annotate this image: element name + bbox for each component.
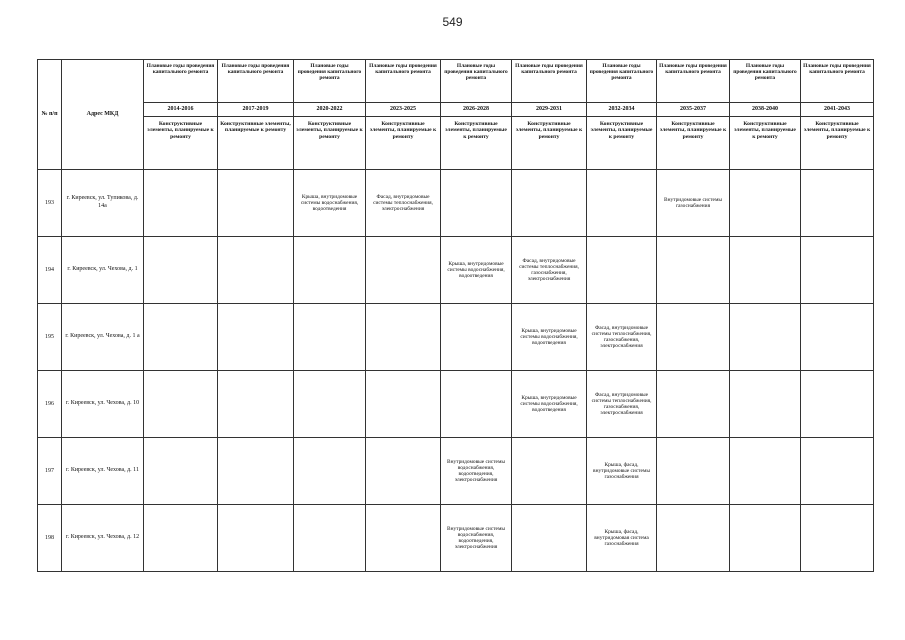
page-number: 549 <box>442 15 463 29</box>
work-cell <box>657 237 730 304</box>
column-header-number: № п/п <box>38 60 62 170</box>
table-row <box>38 505 874 572</box>
period-elements: Конструктивные элементы, планируемые к ремонту <box>294 117 366 170</box>
table-row <box>38 170 874 237</box>
row-number: 194 <box>38 237 62 304</box>
period-title: Плановые годы проведения капитального ремонта <box>441 60 512 103</box>
period-years: 2035-2037 <box>657 103 730 117</box>
work-cell <box>730 371 801 438</box>
period-elements: Конструктивные элементы, планируемые к ремонту <box>730 117 801 170</box>
table-row <box>38 237 874 304</box>
work-cell <box>512 170 587 237</box>
work-cell <box>512 505 587 572</box>
period-years: 2017-2019 <box>218 103 294 117</box>
period-elements: Конструктивные элементы, планируемые к ремонту <box>218 117 294 170</box>
work-cell: Крыша, внутридомовые системы водоснабжения, водоотведения <box>512 304 587 371</box>
period-years: 2014-2016 <box>144 103 218 117</box>
work-cell: Внутридомовые системы газоснабжения <box>657 170 730 237</box>
row-number: 195 <box>38 304 62 371</box>
work-cell: Крыша, внутридомовые системы водоснабжения, водоотведения <box>441 237 512 304</box>
work-cell <box>218 505 294 572</box>
period-years: 2026-2028 <box>441 103 512 117</box>
period-years: 2032-2034 <box>587 103 657 117</box>
work-cell <box>512 438 587 505</box>
work-cell <box>218 304 294 371</box>
row-number: 193 <box>38 170 62 237</box>
work-cell <box>366 371 441 438</box>
period-elements: Конструктивные элементы, планируемые к ремонту <box>441 117 512 170</box>
row-address: г. Киреевск, ул. Тупикова, д. 14а <box>62 170 144 237</box>
work-cell <box>730 304 801 371</box>
row-number: 196 <box>38 371 62 438</box>
period-years: 2020-2022 <box>294 103 366 117</box>
work-cell <box>144 237 218 304</box>
period-title: Плановые годы проведения капитального ремонта <box>218 60 294 103</box>
work-cell <box>366 304 441 371</box>
work-cell: Внутридомовые системы водоснабжения, водоотведения, электроснабжения <box>441 438 512 505</box>
work-cell <box>218 371 294 438</box>
work-cell <box>294 438 366 505</box>
period-elements: Конструктивные элементы, планируемые к ремонту <box>587 117 657 170</box>
work-cell <box>730 237 801 304</box>
work-cell <box>144 505 218 572</box>
work-cell <box>294 505 366 572</box>
period-years: 2023-2025 <box>366 103 441 117</box>
period-title: Плановые годы проведения капитального ремонта <box>730 60 801 103</box>
work-cell <box>144 438 218 505</box>
period-title: Плановые годы проведения капитального ремонта <box>366 60 441 103</box>
table-row <box>38 438 874 505</box>
work-cell <box>730 170 801 237</box>
period-title: Плановые годы проведения капитального ремонта <box>512 60 587 103</box>
header-row-elements <box>38 117 874 170</box>
work-cell <box>801 438 874 505</box>
row-address: г. Киреевск, ул. Чехова, д. 1 а <box>62 304 144 371</box>
work-cell <box>801 371 874 438</box>
work-cell <box>801 237 874 304</box>
work-cell <box>366 237 441 304</box>
period-elements: Конструктивные элементы, планируемые к ремонту <box>366 117 441 170</box>
work-cell <box>218 438 294 505</box>
work-cell <box>801 304 874 371</box>
table-row <box>38 304 874 371</box>
work-cell <box>218 237 294 304</box>
period-title: Плановые годы проведения капитального ремонта <box>657 60 730 103</box>
work-cell <box>144 371 218 438</box>
row-address: г. Киреевск, ул. Чехова, д. 10 <box>62 371 144 438</box>
row-address: г. Киреевск, ул. Чехова, д. 1 <box>62 237 144 304</box>
work-cell: Крыша, внутридомовые системы водоснабжения, водоотведения <box>512 371 587 438</box>
work-cell <box>657 304 730 371</box>
work-cell <box>730 438 801 505</box>
work-cell: Фасад, внутридомовые системы теплоснабжения, газоснабжения, электроснабжения <box>587 371 657 438</box>
work-cell: Фасад, внутридомовые системы теплоснабжения, газоснабжения, электроснабжения <box>512 237 587 304</box>
work-cell: Крыша, фасад, внутридомовые системы газоснабжения <box>587 438 657 505</box>
work-cell <box>657 505 730 572</box>
period-elements: Конструктивные элементы, планируемые к ремонту <box>512 117 587 170</box>
period-elements: Конструктивные элементы, планируемые к ремонту <box>144 117 218 170</box>
work-cell: Крыша, внутридомовые системы водоснабжения, водоотведения <box>294 170 366 237</box>
period-elements: Конструктивные элементы, планируемые к ремонту <box>801 117 874 170</box>
work-cell <box>294 371 366 438</box>
work-cell <box>657 371 730 438</box>
work-cell <box>587 170 657 237</box>
period-years: 2038-2040 <box>730 103 801 117</box>
work-cell <box>218 170 294 237</box>
work-cell <box>587 237 657 304</box>
work-cell <box>294 237 366 304</box>
period-years: 2041-2043 <box>801 103 874 117</box>
table-row <box>38 371 874 438</box>
row-address: г. Киреевск, ул. Чехова, д. 11 <box>62 438 144 505</box>
work-cell <box>801 505 874 572</box>
work-cell <box>366 505 441 572</box>
work-cell <box>144 170 218 237</box>
row-number: 198 <box>38 505 62 572</box>
work-cell: Фасад, внутридомовые системы теплоснабжения, электроснабжения <box>366 170 441 237</box>
period-title: Плановые годы проведения капитального ремонта <box>587 60 657 103</box>
period-title: Плановые годы проведения капитального ремонта <box>294 60 366 103</box>
work-cell: Фасад, внутридомовые системы теплоснабжения, газоснабжения, электроснабжения <box>587 304 657 371</box>
work-cell <box>441 304 512 371</box>
work-cell <box>441 170 512 237</box>
row-address: г. Киреевск, ул. Чехова, д. 12 <box>62 505 144 572</box>
period-years: 2029-2031 <box>512 103 587 117</box>
work-cell <box>294 304 366 371</box>
work-cell <box>366 438 441 505</box>
header-row-periods <box>38 60 874 103</box>
work-cell <box>441 371 512 438</box>
work-cell <box>730 505 801 572</box>
period-elements: Конструктивные элементы, планируемые к ремонту <box>657 117 730 170</box>
period-title: Плановые годы проведения капитального ремонта <box>144 60 218 103</box>
work-cell <box>144 304 218 371</box>
work-cell: Крыша, фасад, внутридомовая система газоснабжения <box>587 505 657 572</box>
header-row-years <box>38 103 874 117</box>
work-cell: Внутридомовые системы водоснабжения, водоотведения, электроснабжения <box>441 505 512 572</box>
column-header-address: Адрес МКД <box>62 60 144 170</box>
work-cell <box>801 170 874 237</box>
row-number: 197 <box>38 438 62 505</box>
period-title: Плановые годы проведения капитального ремонта <box>801 60 874 103</box>
capital-repair-plan-table <box>37 59 874 572</box>
work-cell <box>657 438 730 505</box>
